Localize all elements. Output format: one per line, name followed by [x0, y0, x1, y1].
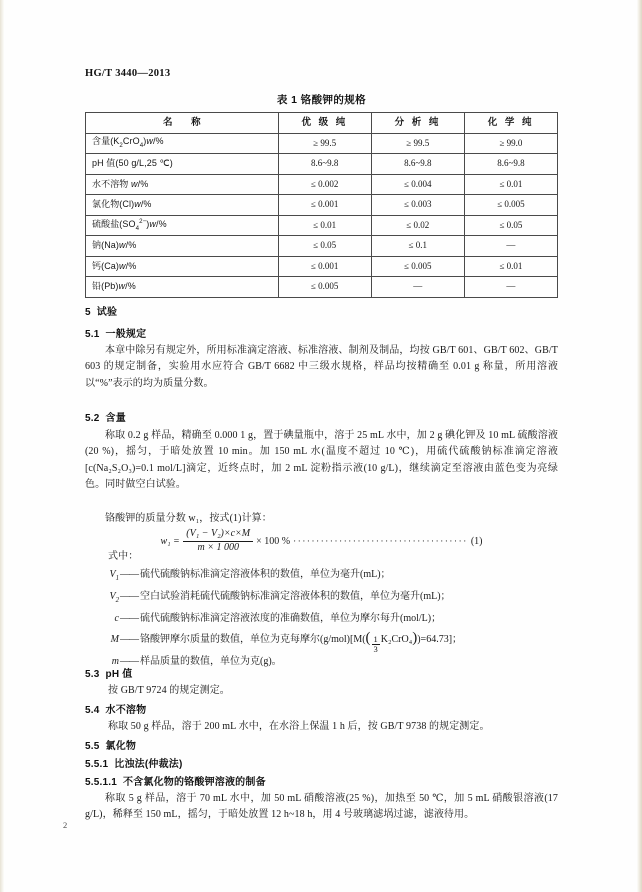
table-cell-name: 含量$(K_2CrO_4)w/\%$ [86, 133, 279, 154]
table-cell-name: 氯化物(Cl)w/% [86, 195, 279, 216]
table-cell-name: 水不溶物 w/% [86, 174, 279, 195]
table-cell-name: 硫酸盐$(SO_4^{2-})w/\%$ [86, 215, 279, 236]
standard-number-header: HG/T 3440—2013 [85, 68, 171, 79]
definition-text-m-molar-pre: 铬酸钾摩尔质量的数值，单位为克每摩尔(g/mol)[M( [140, 634, 366, 645]
definition-v1 [85, 566, 558, 588]
definition-fraction-numerator: 1 [373, 634, 378, 644]
definition-text-m-mass: 样品质量的数值，单位为克(g)。 [140, 656, 282, 667]
definition-c [85, 610, 558, 628]
table-cell-value-3: ≤ 0.005 [464, 195, 557, 216]
table-body [86, 133, 558, 297]
heading-5-1-number: 5.1 [85, 329, 100, 340]
heading-5-3-title: pH 值 [105, 669, 133, 680]
table-cell-value-1: 8.6~9.8 [278, 154, 371, 175]
table-cell-value-1: ≤ 0.01 [278, 215, 371, 236]
table-cell-value-1: ≤ 0.002 [278, 174, 371, 195]
heading-5-4-number: 5.4 [85, 705, 100, 716]
definition-dash: —— [120, 634, 138, 645]
formula-intro-5-2: 铬酸钾的质量分数 w₁，按式(1)计算： [105, 513, 272, 524]
definition-paren-close: ) [412, 630, 418, 646]
table-cell-value-1: ≤ 0.05 [278, 236, 371, 257]
formula-1 [85, 529, 558, 553]
table-header-analytical: 分 析 纯 [371, 113, 464, 134]
definition-m-mass [85, 653, 558, 671]
heading-5-5-1 [85, 755, 183, 770]
symbol-definition-list [85, 566, 558, 671]
table-cell-value-3: — [464, 236, 557, 257]
heading-5-5-1-title: 比浊法(仲裁法) [114, 759, 183, 770]
definition-text-v1: 硫代硫酸钠标准滴定溶液体积的数值，单位为毫升(mL)； [140, 569, 391, 580]
table-caption: 表 1 铬酸钾的规格 [276, 94, 367, 106]
table-header-guaranteed: 优 级 纯 [278, 113, 371, 134]
table-cell-name: 钙(Ca)w/% [86, 256, 279, 277]
heading-5-title: 试验 [96, 307, 118, 318]
table-row [86, 154, 558, 175]
heading-5-1-title: 一般规定 [105, 329, 147, 340]
formula-leader-dots: ······································ [293, 536, 468, 546]
table-header-chemical: 化 学 纯 [464, 113, 557, 134]
heading-5-5-1-1-number: 5.5.1.1 [85, 777, 117, 788]
table-header [86, 113, 558, 134]
definition-symbol-v1: $V_1$ [109, 569, 119, 582]
table-row [86, 236, 558, 257]
scan-edge-left [0, 0, 4, 892]
heading-5-5 [85, 737, 136, 752]
definition-symbol-m-molar: M [110, 634, 119, 645]
definition-paren-open: ( [365, 630, 371, 646]
formula-tail: × 100 % [256, 535, 291, 547]
table-cell-name: 钠(Na)w/% [86, 236, 279, 257]
heading-5-5-1-number: 5.5.1 [85, 759, 109, 770]
table-cell-value-2: ≤ 0.005 [371, 256, 464, 277]
paragraph-5-2: 称取 0.2 g 样品，精确至 0.000 1 g，置于碘量瓶中，溶于 25 mL 水中，加 2 g 碘化钾及 10 mL 硫酸溶液(20 %)，摇匀，于暗处放置 10 min。加 150 mL 水(温度不超过 10 ℃)，用硫代硫酸钠标准滴定溶液[c(Na₂S₂O₃)=0.1 mol/L]滴定，近终点时，加 2 mL 淀粉指示液(10 g/L)，继续滴定至溶液由蓝色变为亮绿色。同时做空白试验。 [85, 430, 558, 491]
scan-edge-right [637, 0, 642, 892]
table-cell-value-2: ≥ 99.5 [371, 133, 464, 154]
formula-fraction [183, 529, 253, 553]
paragraph-5-5-1-1: 称取 5 g 样品，溶于 70 mL 水中，加 50 mL 硝酸溶液(25 %)，加热至 50 ℃，加 5 mL 硝酸银溶液(17 g/L)，稀释至 150 mL，摇匀，于暗处放置 12 h~18 h，用 4 号玻璃滤埚过滤，滤液待用。 [85, 793, 558, 821]
definition-text-m-molar-post: )=64.73]； [417, 634, 463, 645]
table-cell-value-2: ≤ 0.004 [371, 174, 464, 195]
heading-5 [85, 303, 117, 318]
table-cell-value-3: ≤ 0.01 [464, 174, 557, 195]
formula-denominator: m × 1 000 [197, 541, 239, 553]
heading-5-5-1-1 [85, 773, 266, 788]
heading-5-3 [85, 665, 132, 680]
heading-5-5-1-1-title: 不含氯化物的铬酸钾溶液的制备 [122, 777, 266, 788]
table-cell-value-3: — [464, 277, 557, 298]
table-row [86, 174, 558, 195]
table-row [86, 256, 558, 277]
table-cell-value-3: ≥ 99.0 [464, 133, 557, 154]
definition-symbol-v2: $V_2$ [109, 591, 119, 604]
specification-table [85, 112, 558, 298]
formula-equals: = [173, 535, 180, 547]
heading-5-5-number: 5.5 [85, 741, 100, 752]
table-cell-value-3: ≤ 0.05 [464, 215, 557, 236]
definition-dash: —— [120, 569, 138, 580]
table-row [86, 215, 558, 236]
where-label: 式中： [108, 551, 139, 562]
table-cell-value-3: 8.6~9.8 [464, 154, 557, 175]
table-cell-name: pH 值(50 g/L,25 ℃) [86, 154, 279, 175]
table-cell-value-3: ≤ 0.01 [464, 256, 557, 277]
table-row [86, 277, 558, 298]
heading-5-2-number: 5.2 [85, 413, 100, 424]
heading-5-4-title: 水不溶物 [105, 705, 147, 716]
paragraph-5-4: 称取 50 g 样品，溶于 200 mL 水中，在水浴上保温 1 h 后，按 GB/T 9738 的规定测定。 [108, 721, 490, 732]
definition-dash: —— [120, 613, 138, 624]
definition-fraction [372, 635, 380, 653]
table-row [86, 133, 558, 154]
definition-text-v2: 空白试验消耗硫代硫酸钠标准滴定溶液体积的数值，单位为毫升(mL)； [140, 591, 451, 602]
definition-dash: —— [120, 656, 138, 667]
table-cell-value-1: ≤ 0.001 [278, 195, 371, 216]
formula-lhs: w₁ [160, 535, 171, 547]
table-cell-value-2: ≤ 0.1 [371, 236, 464, 257]
table-header-name: 名 称 [86, 113, 279, 134]
heading-5-2 [85, 409, 126, 424]
definition-fraction-denominator: 3 [373, 643, 378, 654]
table-cell-value-1: ≤ 0.001 [278, 256, 371, 277]
table-cell-value-1: ≤ 0.005 [278, 277, 371, 298]
paragraph-5-3: 按 GB/T 9724 的规定测定。 [108, 685, 230, 696]
table-cell-value-1: ≥ 99.5 [278, 133, 371, 154]
definition-dash: —— [120, 591, 138, 602]
formula-number: (1) [470, 535, 483, 547]
heading-5-1 [85, 325, 146, 340]
definition-text-m-molar-mid: K₂CrO₄ [380, 634, 413, 645]
heading-5-4 [85, 701, 146, 716]
definition-symbol-m-mass: m [111, 656, 119, 667]
heading-5-number: 5 [85, 307, 91, 318]
table-cell-value-2: ≤ 0.02 [371, 215, 464, 236]
definition-m-molar [85, 628, 558, 653]
definition-text-c: 硫代硫酸钠标准滴定溶液浓度的准确数值，单位为摩尔每升(mol/L)； [140, 613, 442, 624]
table-cell-name: 铅(Pb)w/% [86, 277, 279, 298]
paragraph-5-1: 本章中除另有规定外，所用标准滴定溶液、标准溶液、制剂及制品，均按 GB/T 601、GB/T 602、GB/T 603 的规定制备，实验用水应符合 GB/T 6682 中三级水规格，样品均按精确至 0.01 g 称量，所用溶液以“%”表示的均为质量分数。 [85, 345, 558, 389]
heading-5-5-title: 氯化物 [105, 741, 137, 752]
table-row [86, 195, 558, 216]
table-cell-value-2: ≤ 0.003 [371, 195, 464, 216]
definition-v2 [85, 588, 558, 610]
heading-5-2-title: 含量 [105, 413, 126, 424]
definition-symbol-c: c [114, 613, 119, 624]
heading-5-3-number: 5.3 [85, 669, 100, 680]
formula-numerator: (V₁ − V₂)×c×M [183, 529, 253, 542]
page-number: 2 [63, 820, 68, 830]
table-header-row [86, 113, 558, 134]
table-cell-value-2: — [371, 277, 464, 298]
table-cell-value-2: 8.6~9.8 [371, 154, 464, 175]
